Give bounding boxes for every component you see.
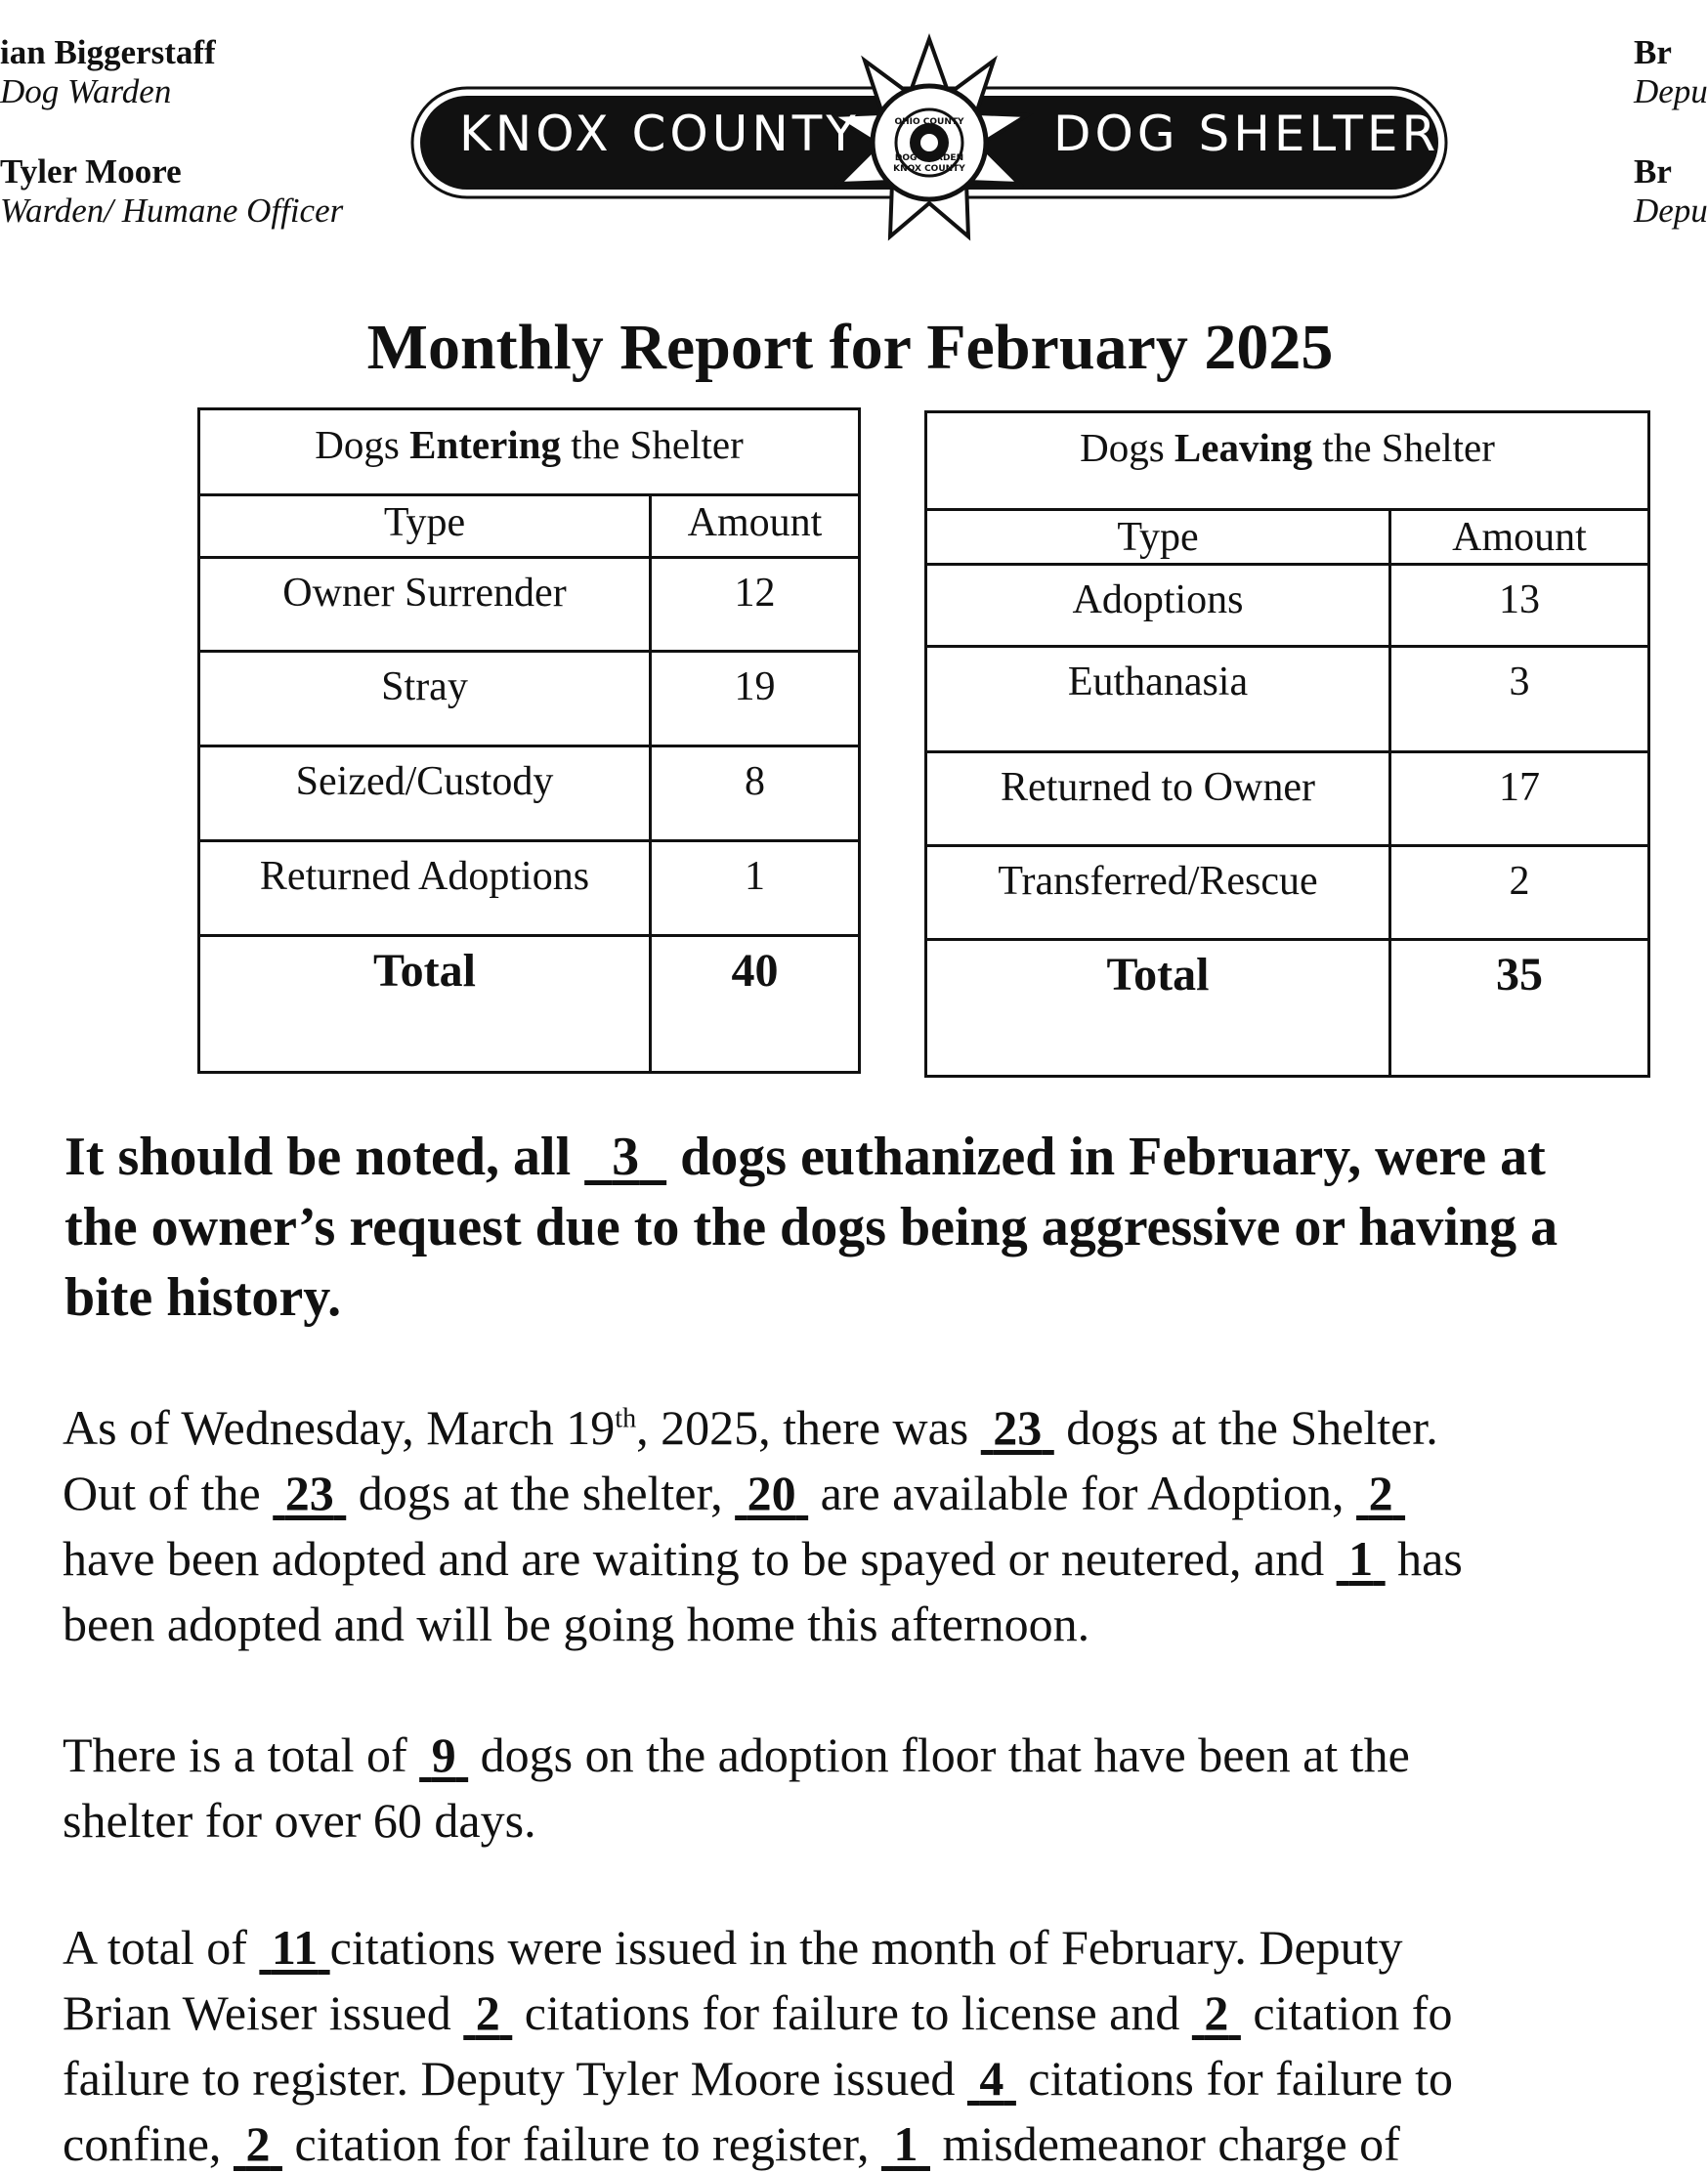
leaving-table [924,410,1650,1078]
badge-mid-text: DOG WARDEN [894,153,964,163]
total-label: Total [199,936,651,1073]
filled-value [981,1400,1054,1455]
filled-value [234,2116,282,2171]
header-bold-text: Entering [409,422,561,467]
header-text: Dogs [1080,425,1174,470]
para3-line1 [63,1920,1403,1975]
badge-bottom-text: KNOX COUNTY [893,164,965,174]
value-text: 2 [245,2116,271,2171]
logo-left-text: KNOX COUNTY [459,106,860,162]
table-row [926,846,1649,940]
header-text: the Shelter [1312,425,1495,470]
para3-line3 [63,2051,1453,2106]
staff-role: Depu [1634,72,1708,110]
text: A total of [63,1920,260,1975]
value-text: 4 [979,2051,1004,2106]
note-line [64,1122,1706,1192]
value-text: 3 [612,1127,640,1187]
note-line: the owner’s request due to the dogs being aggressive or having a [64,1197,1559,1257]
para1-line2 [63,1466,1405,1520]
header-text: Dogs [315,422,410,467]
right-staff-2 [1634,152,1708,231]
row-amount: 19 [651,652,860,746]
page-title: Monthly Report for February 2025 [366,312,1334,383]
text: citations for failure to [1015,2051,1453,2106]
col-header-amount: Amount [1390,510,1649,565]
left-staff-2 [0,152,343,231]
value-text: 2 [475,1985,500,2040]
staff-role: Dog Warden [0,72,172,110]
table-row [199,558,860,652]
text: dogs at the shelter, [346,1466,736,1520]
text: Out of the [63,1466,274,1520]
note-text: dogs euthanized in February, were at [666,1127,1546,1187]
table-row [199,652,860,746]
text: citations for failure to license and [512,1985,1192,2040]
text: dogs at the Shelter. [1053,1400,1438,1455]
table-row [926,565,1649,647]
row-type: Adoptions [926,565,1390,647]
row-type: Stray [199,652,651,746]
row-amount: 8 [651,746,860,841]
row-amount: 12 [651,558,860,652]
row-type: Transferred/Rescue [926,846,1390,940]
text: dogs on the adoption floor that have been at the [468,1727,1410,1782]
value-text: 1 [1348,1531,1374,1586]
row-amount: 13 [1390,565,1649,647]
para2-line2: shelter for over 60 days. [63,1793,536,1848]
row-type: Seized/Custody [199,746,651,841]
note-value [584,1127,666,1187]
right-staff-1 [1634,33,1708,111]
staff-role: Warden/ Humane Officer [0,192,344,230]
value-text: 20 [747,1466,796,1520]
badge-top-text: OHIO COUNTY [894,117,964,127]
value-text: 1 [893,2116,918,2171]
para2-line1 [63,1727,1410,1782]
col-header-amount: Amount [651,495,860,558]
para1-line1 [63,1400,1438,1455]
total-value: 40 [651,936,860,1073]
total-value: 35 [1390,940,1649,1077]
staff-role: Depu [1634,192,1708,230]
left-staff-1 [0,33,216,111]
filled-value [463,1985,512,2040]
note-line: bite history. [64,1267,342,1328]
value-text: 11 [271,1920,319,1975]
text: There is a total of [63,1727,420,1782]
filled-value [273,1466,346,1520]
staff-name: Br [1634,33,1672,71]
row-amount: 3 [1390,647,1649,752]
text: are available for Adoption, [808,1466,1357,1520]
text: misdemeanor charge of [929,2116,1400,2171]
shelter-logo [408,27,1450,252]
euthanasia-note [64,1122,1706,1333]
entering-table [197,407,861,1074]
table-row [199,746,860,841]
text: failure to register. Deputy Tyler Moore issued [63,2051,967,2106]
badge-labels [879,117,979,175]
row-type: Returned Adoptions [199,841,651,936]
para1-line4: been adopted and will be going home this afternoon. [63,1597,1090,1651]
col-header-type: Type [199,495,651,558]
row-type: Returned to Owner [926,752,1390,846]
filled-value [1192,1985,1241,2040]
value-text: 9 [431,1727,456,1782]
header-bold-text: Leaving [1174,425,1313,470]
staff-name: ian Biggerstaff [0,33,216,71]
value-text: 23 [993,1400,1043,1455]
para3-line2 [63,1985,1452,2040]
staff-name: Br [1634,152,1672,191]
filled-value [1356,1466,1405,1520]
header-text: the Shelter [561,422,744,467]
logo-right-text: DOG SHELTER [1053,106,1440,162]
leaving-table-header [926,412,1649,510]
value-text: 2 [1368,1466,1393,1520]
superscript: th [615,1403,637,1434]
text: citation for failure to register, [281,2116,881,2171]
value-text: 23 [284,1466,334,1520]
text: has [1385,1531,1463,1586]
entering-table-header [199,409,860,495]
note-text: It should be noted, all [64,1127,585,1187]
table-row [926,752,1649,846]
filled-value [259,1920,329,1975]
row-amount: 1 [651,841,860,936]
para3-line4 [63,2116,1400,2171]
filled-value [735,1466,808,1520]
text: , 2025, there was [636,1400,981,1455]
filled-value [967,2051,1016,2106]
filled-value [419,1727,468,1782]
text: citations were issued in the month of February. Deputy [329,1920,1403,1975]
text: As of Wednesday, March 19 [63,1400,616,1455]
staff-name: Tyler Moore [0,152,182,191]
total-row [199,936,860,1073]
total-row [926,940,1649,1077]
text: Brian Weiser issued [63,1985,464,2040]
total-label: Total [926,940,1390,1077]
text: confine, [63,2116,234,2171]
col-header-type: Type [926,510,1390,565]
value-text: 2 [1204,1985,1229,2040]
text: have been adopted and are waiting to be spayed or neutered, and [63,1531,1337,1586]
table-row [926,647,1649,752]
row-amount: 2 [1390,846,1649,940]
para1-line3 [63,1531,1463,1586]
row-type: Euthanasia [926,647,1390,752]
row-type: Owner Surrender [199,558,651,652]
row-amount: 17 [1390,752,1649,846]
table-row [199,841,860,936]
filled-value [881,2116,930,2171]
text: citation fo [1240,1985,1453,2040]
filled-value [1337,1531,1386,1586]
